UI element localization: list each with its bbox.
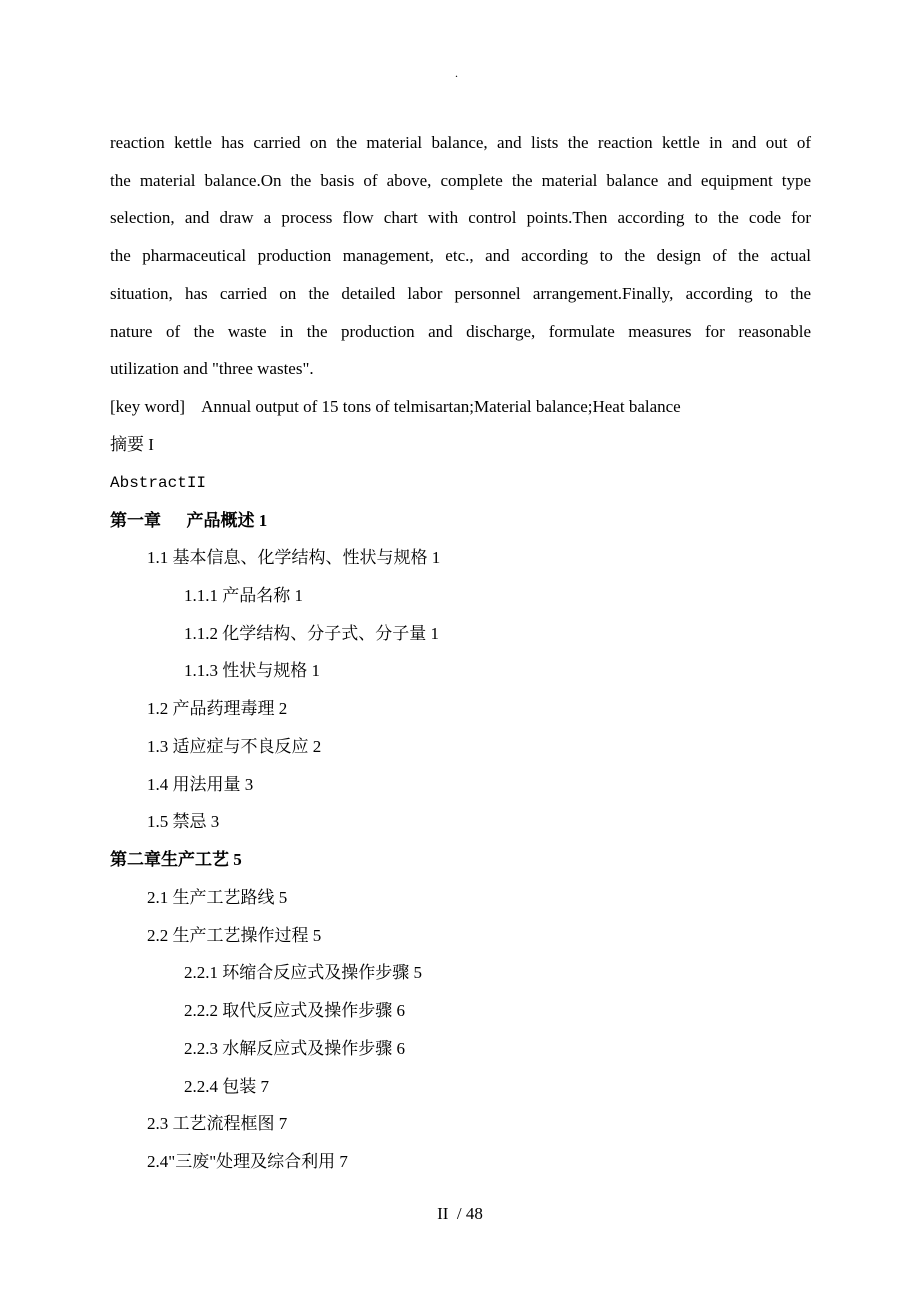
toc-entry-2-2-1[interactable]: 2.2.1 环缩合反应式及操作步骤 5 [184,963,422,982]
toc-entry-abstract-en[interactable]: AbstractII [110,474,207,492]
header-mark: . [455,66,458,80]
toc-entry-1-1-3[interactable]: 1.1.3 性状与规格 1 [184,661,320,680]
abstract-line: utilization and "three wastes". [110,359,314,379]
abstract-text [110,124,811,388]
toc-entry-2-4[interactable]: 2.4"三废"处理及综合利用 7 [147,1152,348,1171]
toc-entry-2-2-2[interactable]: 2.2.2 取代反应式及操作步骤 6 [184,1001,405,1020]
abstract-line: selection, and draw a process flow chart with control points.Then according to the code for [110,208,811,228]
toc-entry-abstract-cn[interactable]: 摘要 I [110,435,154,454]
abstract-line: situation, has carried on the detailed labor personnel arrangement.Finally, according to the [110,283,811,303]
keywords: [key word] Annual output of 15 tons of telmisartan;Material balance;Heat balance [110,397,681,416]
toc-entry-2-3[interactable]: 2.3 工艺流程框图 7 [147,1114,288,1133]
toc-entry-chapter-2[interactable]: 第二章生产工艺 5 [110,850,242,869]
abstract-line: the material balance.On the basis of above, complete the material balance and equipment type [110,170,811,190]
toc-entry-1-1[interactable]: 1.1 基本信息、化学结构、性状与规格 1 [147,548,441,567]
toc-entry-2-2-4[interactable]: 2.2.4 包装 7 [184,1077,269,1096]
toc-entry-1-4[interactable]: 1.4 用法用量 3 [147,775,254,794]
toc-entry-1-1-1[interactable]: 1.1.1 产品名称 1 [184,586,303,605]
abstract-line: nature of the waste in the production and discharge, formulate measures for reasonable [110,321,811,341]
toc-entry-chapter-1[interactable]: 第一章 产品概述 1 [110,511,268,530]
toc-entry-1-1-2[interactable]: 1.1.2 化学结构、分子式、分子量 1 [184,624,439,643]
toc-entry-1-3[interactable]: 1.3 适应症与不良反应 2 [147,737,322,756]
toc-entry-2-2-3[interactable]: 2.2.3 水解反应式及操作步骤 6 [184,1039,405,1058]
toc-entry-2-1[interactable]: 2.1 生产工艺路线 5 [147,888,288,907]
abstract-line: reaction kettle has carried on the material balance, and lists the reaction kettle in and out of [110,133,811,152]
page-number: II / 48 [437,1204,483,1223]
toc-entry-1-5[interactable]: 1.5 禁忌 3 [147,812,220,831]
abstract-line: the pharmaceutical production management, etc., and according to the design of the actual [110,246,811,266]
toc-entry-1-2[interactable]: 1.2 产品药理毒理 2 [147,699,288,718]
toc-entry-2-2[interactable]: 2.2 生产工艺操作过程 5 [147,926,322,945]
